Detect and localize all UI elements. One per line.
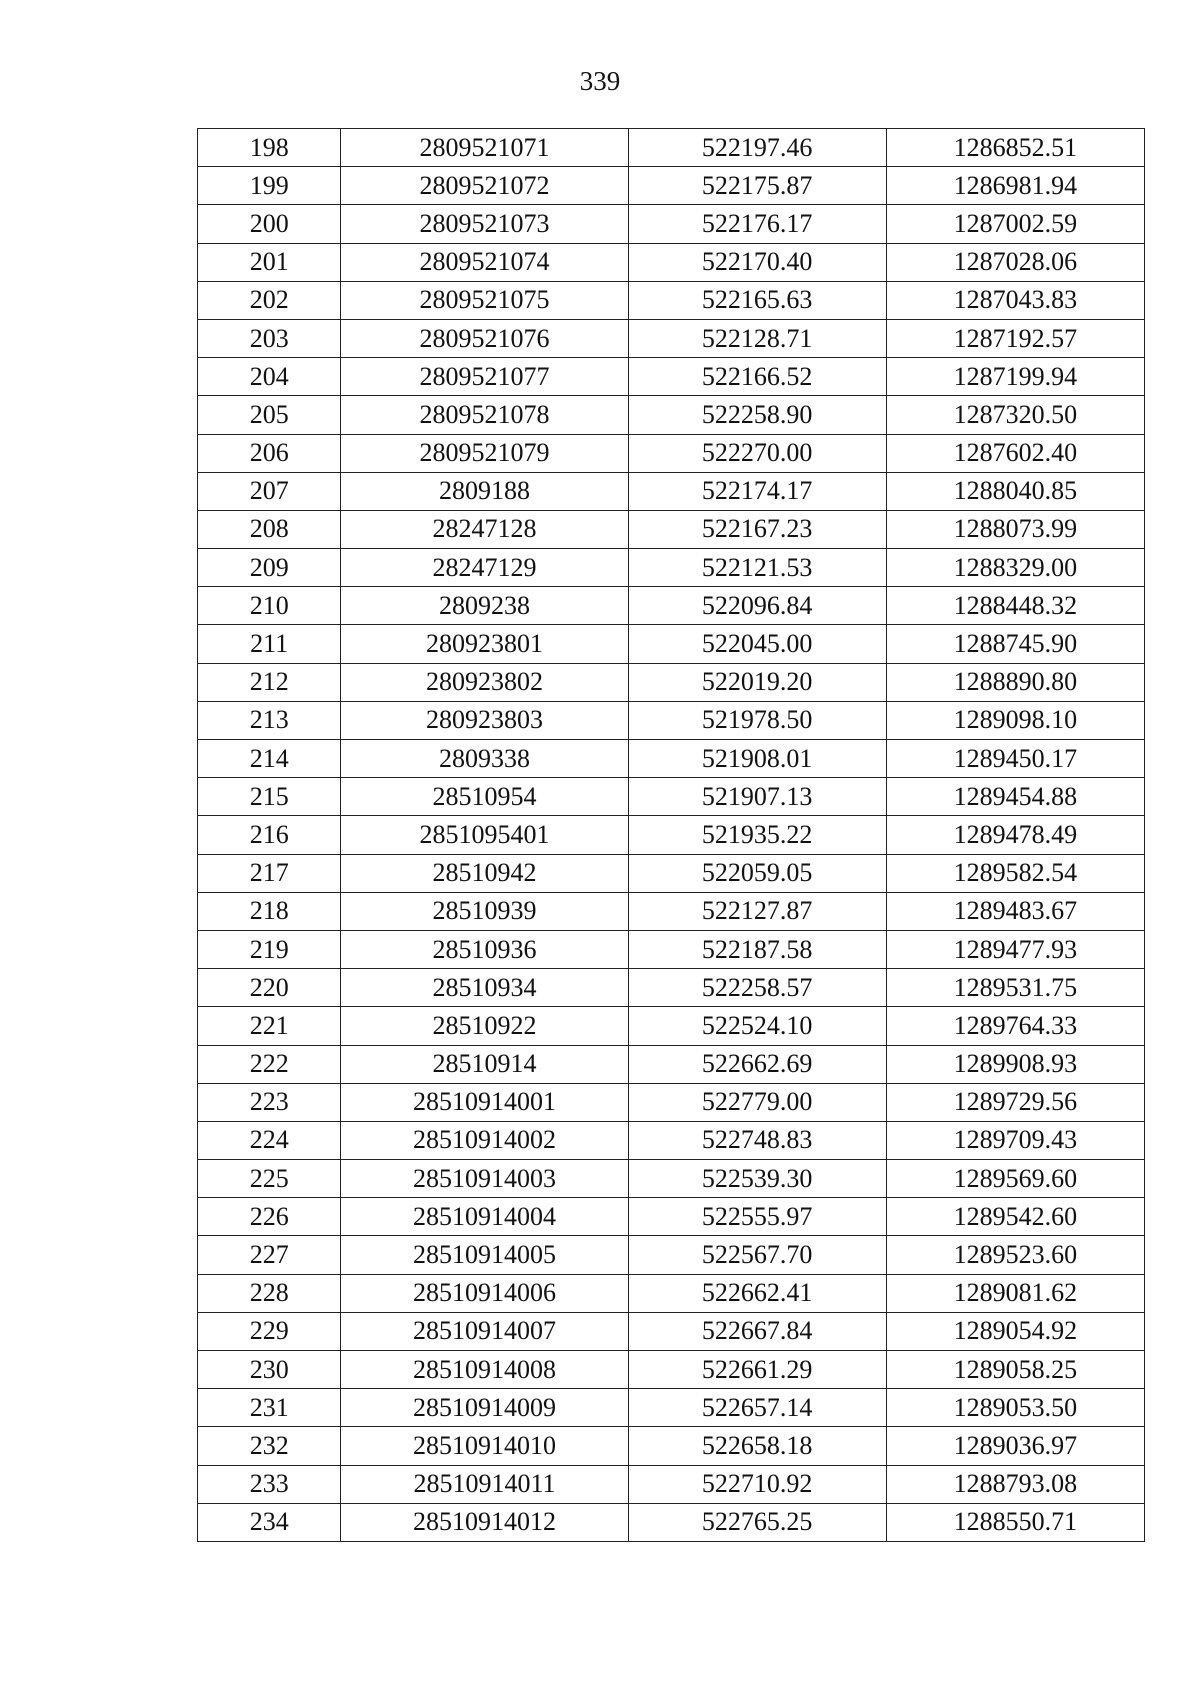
y-coordinate-cell: 1289454.88: [886, 778, 1144, 816]
point-code-cell: 28510939: [341, 892, 628, 930]
point-code-cell: 28510914007: [341, 1312, 628, 1350]
point-number-cell: 209: [198, 549, 341, 587]
x-coordinate-cell: 522121.53: [628, 549, 886, 587]
point-number-cell: 225: [198, 1160, 341, 1198]
point-code-cell: 2809521077: [341, 358, 628, 396]
y-coordinate-cell: 1289081.62: [886, 1274, 1144, 1312]
point-number-cell: 214: [198, 740, 341, 778]
y-coordinate-cell: 1289098.10: [886, 701, 1144, 739]
table-row: [198, 1121, 1145, 1159]
point-number-cell: 222: [198, 1045, 341, 1083]
point-number-cell: 201: [198, 243, 341, 281]
x-coordinate-cell: 522658.18: [628, 1427, 886, 1465]
point-code-cell: 280923801: [341, 625, 628, 663]
x-coordinate-cell: 522165.63: [628, 281, 886, 319]
point-code-cell: 28510914005: [341, 1236, 628, 1274]
table-row: [198, 434, 1145, 472]
y-coordinate-cell: 1288040.85: [886, 472, 1144, 510]
point-code-cell: 28510934: [341, 969, 628, 1007]
point-code-cell: 2809521071: [341, 129, 628, 167]
x-coordinate-cell: 522019.20: [628, 663, 886, 701]
x-coordinate-cell: 522667.84: [628, 1312, 886, 1350]
page-number: 339: [579, 66, 621, 96]
x-coordinate-cell: 522657.14: [628, 1389, 886, 1427]
x-coordinate-cell: 522765.25: [628, 1503, 886, 1541]
point-number-cell: 207: [198, 472, 341, 510]
point-number-cell: 205: [198, 396, 341, 434]
table-body: [198, 129, 1145, 1542]
point-code-cell: 28247129: [341, 549, 628, 587]
y-coordinate-cell: 1288073.99: [886, 510, 1144, 548]
y-coordinate-cell: 1288329.00: [886, 549, 1144, 587]
x-coordinate-cell: 521908.01: [628, 740, 886, 778]
x-coordinate-cell: 522539.30: [628, 1160, 886, 1198]
point-number-cell: 215: [198, 778, 341, 816]
point-code-cell: 2809521075: [341, 281, 628, 319]
table-row: [198, 663, 1145, 701]
table-row: [198, 1236, 1145, 1274]
point-number-cell: 227: [198, 1236, 341, 1274]
point-code-cell: 28510914010: [341, 1427, 628, 1465]
x-coordinate-cell: 521907.13: [628, 778, 886, 816]
point-number-cell: 219: [198, 930, 341, 968]
x-coordinate-cell: 522127.87: [628, 892, 886, 930]
point-number-cell: 221: [198, 1007, 341, 1045]
point-code-cell: 280923803: [341, 701, 628, 739]
y-coordinate-cell: 1289729.56: [886, 1083, 1144, 1121]
table-row: [198, 1083, 1145, 1121]
point-code-cell: 2809521076: [341, 319, 628, 357]
table-row: [198, 396, 1145, 434]
x-coordinate-cell: 522166.52: [628, 358, 886, 396]
table-row: [198, 1160, 1145, 1198]
table-row: [198, 587, 1145, 625]
table-row: [198, 1427, 1145, 1465]
y-coordinate-cell: 1289054.92: [886, 1312, 1144, 1350]
y-coordinate-cell: 1289531.75: [886, 969, 1144, 1007]
y-coordinate-cell: 1287320.50: [886, 396, 1144, 434]
point-number-cell: 204: [198, 358, 341, 396]
point-code-cell: 28510914002: [341, 1121, 628, 1159]
x-coordinate-cell: 522175.87: [628, 167, 886, 205]
x-coordinate-cell: 521935.22: [628, 816, 886, 854]
point-code-cell: 2851095401: [341, 816, 628, 854]
point-number-cell: 228: [198, 1274, 341, 1312]
point-code-cell: 2809238: [341, 587, 628, 625]
table-row: [198, 510, 1145, 548]
x-coordinate-cell: 522710.92: [628, 1465, 886, 1503]
point-number-cell: 231: [198, 1389, 341, 1427]
y-coordinate-cell: 1288793.08: [886, 1465, 1144, 1503]
table-row: [198, 205, 1145, 243]
table-row: [198, 243, 1145, 281]
table-row: [198, 625, 1145, 663]
x-coordinate-cell: 522258.57: [628, 969, 886, 1007]
x-coordinate-cell: 522748.83: [628, 1121, 886, 1159]
point-number-cell: 217: [198, 854, 341, 892]
point-code-cell: 2809521078: [341, 396, 628, 434]
x-coordinate-cell: 522197.46: [628, 129, 886, 167]
y-coordinate-cell: 1287192.57: [886, 319, 1144, 357]
point-number-cell: 199: [198, 167, 341, 205]
table-row: [198, 930, 1145, 968]
point-number-cell: 218: [198, 892, 341, 930]
x-coordinate-cell: 522779.00: [628, 1083, 886, 1121]
table-row: [198, 1274, 1145, 1312]
point-code-cell: 28510914001: [341, 1083, 628, 1121]
table-row: [198, 167, 1145, 205]
y-coordinate-cell: 1289058.25: [886, 1351, 1144, 1389]
table-row: [198, 319, 1145, 357]
y-coordinate-cell: 1286852.51: [886, 129, 1144, 167]
point-code-cell: 28510914012: [341, 1503, 628, 1541]
table-row: [198, 778, 1145, 816]
coordinates-table: [197, 128, 1145, 1542]
table-row: [198, 281, 1145, 319]
x-coordinate-cell: 522128.71: [628, 319, 886, 357]
x-coordinate-cell: 522661.29: [628, 1351, 886, 1389]
table-row: [198, 1007, 1145, 1045]
point-code-cell: 28510936: [341, 930, 628, 968]
point-code-cell: 28510922: [341, 1007, 628, 1045]
x-coordinate-cell: 522662.41: [628, 1274, 886, 1312]
point-number-cell: 206: [198, 434, 341, 472]
x-coordinate-cell: 522270.00: [628, 434, 886, 472]
x-coordinate-cell: 522167.23: [628, 510, 886, 548]
y-coordinate-cell: 1288448.32: [886, 587, 1144, 625]
y-coordinate-cell: 1287002.59: [886, 205, 1144, 243]
x-coordinate-cell: 522258.90: [628, 396, 886, 434]
point-number-cell: 200: [198, 205, 341, 243]
table-row: [198, 1465, 1145, 1503]
point-number-cell: 229: [198, 1312, 341, 1350]
point-number-cell: 198: [198, 129, 341, 167]
table-row: [198, 1312, 1145, 1350]
y-coordinate-cell: 1289483.67: [886, 892, 1144, 930]
y-coordinate-cell: 1289582.54: [886, 854, 1144, 892]
point-number-cell: 230: [198, 1351, 341, 1389]
point-number-cell: 208: [198, 510, 341, 548]
point-code-cell: 280923802: [341, 663, 628, 701]
point-number-cell: 223: [198, 1083, 341, 1121]
x-coordinate-cell: 522176.17: [628, 205, 886, 243]
point-code-cell: 28510954: [341, 778, 628, 816]
y-coordinate-cell: 1289478.49: [886, 816, 1144, 854]
y-coordinate-cell: 1289764.33: [886, 1007, 1144, 1045]
x-coordinate-cell: 522045.00: [628, 625, 886, 663]
point-code-cell: 28510914009: [341, 1389, 628, 1427]
table-row: [198, 472, 1145, 510]
y-coordinate-cell: 1287199.94: [886, 358, 1144, 396]
y-coordinate-cell: 1289523.60: [886, 1236, 1144, 1274]
point-code-cell: 28510914008: [341, 1351, 628, 1389]
table-row: [198, 1389, 1145, 1427]
table-row: [198, 969, 1145, 1007]
y-coordinate-cell: 1289542.60: [886, 1198, 1144, 1236]
y-coordinate-cell: 1289036.97: [886, 1427, 1144, 1465]
y-coordinate-cell: 1289709.43: [886, 1121, 1144, 1159]
point-code-cell: 28510914: [341, 1045, 628, 1083]
point-number-cell: 203: [198, 319, 341, 357]
y-coordinate-cell: 1289450.17: [886, 740, 1144, 778]
point-code-cell: 28510914004: [341, 1198, 628, 1236]
table-row: [198, 701, 1145, 739]
point-number-cell: 210: [198, 587, 341, 625]
y-coordinate-cell: 1288890.80: [886, 663, 1144, 701]
point-number-cell: 216: [198, 816, 341, 854]
point-number-cell: 211: [198, 625, 341, 663]
point-number-cell: 202: [198, 281, 341, 319]
x-coordinate-cell: 522174.17: [628, 472, 886, 510]
x-coordinate-cell: 521978.50: [628, 701, 886, 739]
x-coordinate-cell: 522555.97: [628, 1198, 886, 1236]
table-row: [198, 549, 1145, 587]
point-number-cell: 233: [198, 1465, 341, 1503]
y-coordinate-cell: 1287043.83: [886, 281, 1144, 319]
y-coordinate-cell: 1288745.90: [886, 625, 1144, 663]
y-coordinate-cell: 1289908.93: [886, 1045, 1144, 1083]
table-row: [198, 358, 1145, 396]
x-coordinate-cell: 522170.40: [628, 243, 886, 281]
y-coordinate-cell: 1286981.94: [886, 167, 1144, 205]
x-coordinate-cell: 522567.70: [628, 1236, 886, 1274]
table-row: [198, 1351, 1145, 1389]
point-number-cell: 213: [198, 701, 341, 739]
x-coordinate-cell: 522524.10: [628, 1007, 886, 1045]
y-coordinate-cell: 1287028.06: [886, 243, 1144, 281]
y-coordinate-cell: 1289053.50: [886, 1389, 1144, 1427]
point-code-cell: 2809338: [341, 740, 628, 778]
point-code-cell: 28510914003: [341, 1160, 628, 1198]
table-row: [198, 892, 1145, 930]
point-code-cell: 28510942: [341, 854, 628, 892]
table-row: [198, 1198, 1145, 1236]
y-coordinate-cell: 1289569.60: [886, 1160, 1144, 1198]
y-coordinate-cell: 1287602.40: [886, 434, 1144, 472]
point-code-cell: 2809188: [341, 472, 628, 510]
point-code-cell: 2809521073: [341, 205, 628, 243]
point-code-cell: 2809521074: [341, 243, 628, 281]
point-number-cell: 232: [198, 1427, 341, 1465]
table-row: [198, 740, 1145, 778]
x-coordinate-cell: 522059.05: [628, 854, 886, 892]
point-code-cell: 28510914011: [341, 1465, 628, 1503]
table-row: [198, 816, 1145, 854]
x-coordinate-cell: 522187.58: [628, 930, 886, 968]
point-code-cell: 2809521072: [341, 167, 628, 205]
table-row: [198, 1045, 1145, 1083]
point-number-cell: 224: [198, 1121, 341, 1159]
point-code-cell: 28510914006: [341, 1274, 628, 1312]
y-coordinate-cell: 1289477.93: [886, 930, 1144, 968]
x-coordinate-cell: 522096.84: [628, 587, 886, 625]
table-row: [198, 854, 1145, 892]
point-code-cell: 28247128: [341, 510, 628, 548]
point-number-cell: 226: [198, 1198, 341, 1236]
point-code-cell: 2809521079: [341, 434, 628, 472]
point-number-cell: 220: [198, 969, 341, 1007]
table-row: [198, 129, 1145, 167]
y-coordinate-cell: 1288550.71: [886, 1503, 1144, 1541]
x-coordinate-cell: 522662.69: [628, 1045, 886, 1083]
table-row: [198, 1503, 1145, 1541]
point-number-cell: 212: [198, 663, 341, 701]
point-number-cell: 234: [198, 1503, 341, 1541]
